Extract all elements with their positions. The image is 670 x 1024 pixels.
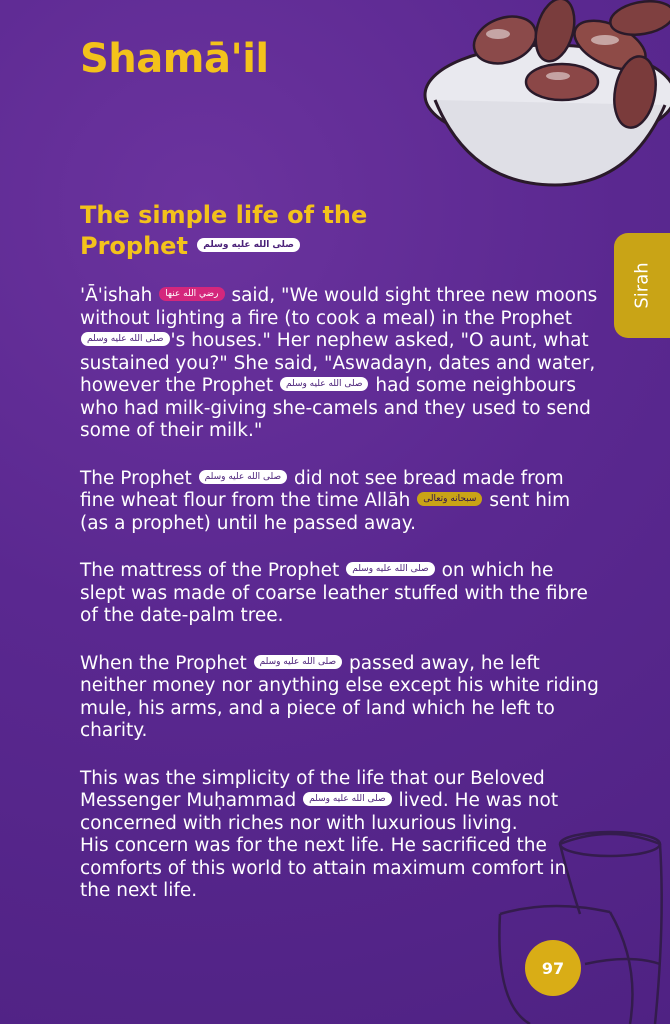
honorific-badge: صلى الله عليه وسلم	[346, 562, 435, 576]
text-segment: sent him (as a prophet) until he passed away.	[80, 490, 571, 534]
paragraph-3	[80, 560, 600, 628]
honorific-badge: سبحانه وتعالى	[417, 492, 482, 506]
heading-line-1: The simple life of the	[80, 201, 368, 229]
text-segment: 's houses." Her nephew asked, "O aunt, what sustained you?" She said, "Aswadayn, dates and water, however the Prophet	[80, 330, 596, 396]
text-segment: did not see bread made from fine wheat flour from the time Allāh	[80, 467, 564, 511]
honorific-badge: صلى الله عليه وسلم	[303, 792, 392, 806]
honorific-badge: صلى الله عليه وسلم	[254, 655, 343, 669]
glass-illustration	[490, 804, 670, 1024]
dates-bowl-illustration	[380, 0, 670, 190]
text-segment: lived. He was not concerned with riches nor with luxurious living.	[80, 790, 559, 834]
text-segment: When the Prophet	[80, 652, 247, 674]
honorific-badge: صلى الله عليه وسلم	[197, 238, 300, 252]
honorific-badge: صلى الله عليه وسلم	[280, 377, 369, 391]
section-tab-sirah[interactable]	[614, 233, 670, 338]
text-segment: His concern was for the next life. He sacrificed the comforts of this world to attain maximum comfort in the next life.	[80, 835, 567, 901]
honorific-badge: صلى الله عليه وسلم	[199, 470, 288, 484]
paragraph-4	[80, 653, 600, 743]
text-segment: The mattress of the Prophet	[80, 560, 340, 581]
honorific-badge: صلى الله عليه وسلم	[81, 332, 170, 346]
text-segment: said, "We would sight three new moons without lighting a fire (to cook a meal) in the Prophet	[80, 285, 598, 329]
text-segment: The Prophet	[80, 467, 192, 489]
paragraph-1	[80, 285, 600, 443]
heading-line-2: Prophet	[80, 232, 188, 260]
text-segment: 'Ā'ishah	[80, 285, 153, 306]
page-number: 97	[541, 958, 565, 978]
page-number-badge	[525, 940, 581, 996]
text-segment: passed away, he left neither money nor anything else except his white riding mule, his arms, and a piece of land which he left to charity.	[80, 652, 599, 741]
text-segment: This was the simplicity of the life that our Beloved Messenger Muḥammad	[80, 767, 545, 811]
section-tab-label: Sirah	[631, 262, 653, 309]
paragraph-2	[80, 468, 600, 536]
text-segment: had some neighbours who had milk-giving she-camels and they used to send some of their milk."	[80, 375, 591, 441]
honorific-badge: رضي الله عنها	[159, 287, 224, 301]
article-heading	[80, 200, 420, 262]
page-title: Shamā'il	[80, 36, 269, 82]
text-segment: on which he slept was made of coarse leather stuffed with the fibre of the date-palm tree.	[80, 560, 588, 626]
